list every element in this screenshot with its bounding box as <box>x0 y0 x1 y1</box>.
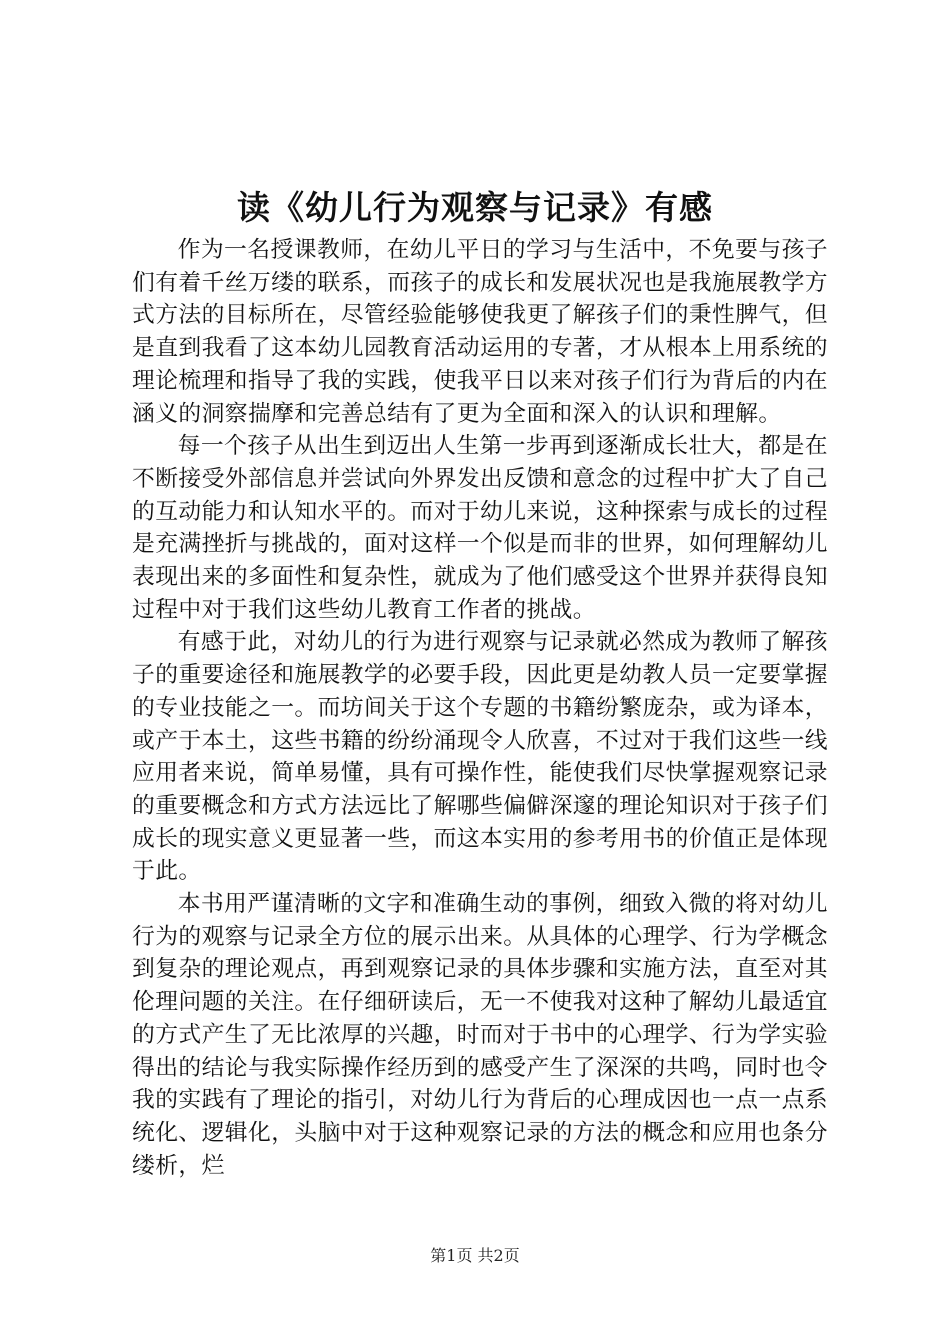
page-number-footer: 第1页 共2页 <box>430 1246 520 1265</box>
paragraph-4: 本书用严谨清晰的文字和准确生动的事例，细致入微的将对幼儿行为的观察与记录全方位的展示出来。从具体的心理学、行为学概念到复杂的理论观点，再到观察记录的具体步骤和实施方法，直至对其伦理问题的关注。在仔细研读后，无一不使我对这种了解幼儿最适宜的方式产生了无比浓厚的兴趣，时而对于书中的心理学、行为学实验得出的结论与我实际操作经历到的感受产生了深深的共鸣，同时也令我的实践有了理论的指引，对幼儿行为背后的心理成因也一点一点系统化、逻辑化，头脑中对于这种观察记录的方法的概念和应用也条分缕析，烂 <box>132 891 828 1179</box>
paragraph-2: 每一个孩子从出生到迈出人生第一步再到逐渐成长壮大，都是在不断接受外部信息并尝试向外界发出反馈和意念的过程中扩大了自己的互动能力和认知水平的。而对于幼儿来说，这种探索与成长的过程是充满挫折与挑战的，面对这样一个似是而非的世界，如何理解幼儿表现出来的多面性和复杂性，就成为了他们感受这个世界并获得良知过程中对于我们这些幼儿教育工作者的挑战。 <box>132 433 828 623</box>
paragraph-1: 作为一名授课教师，在幼儿平日的学习与生活中，不免要与孩子们有着千丝万缕的联系，而孩子的成长和发展状况也是我施展教学方式方法的目标所在，尽管经验能够使我更了解孩子们的秉性脾气，但是直到我看了这本幼儿园教育活动运用的专著，才从根本上用系统的理论梳理和指导了我的实践，使我平日以来对孩子们行为背后的内在涵义的洞察揣摩和完善总结有了更为全面和深入的认识和理解。 <box>132 237 828 427</box>
document-title: 读《幼儿行为观察与记录》有感 <box>237 188 713 227</box>
document-body <box>132 234 828 1182</box>
paragraph-3: 有感于此，对幼儿的行为进行观察与记录就必然成为教师了解孩子的重要途径和施展教学的必要手段，因此更是幼教人员一定要掌握的专业技能之一。而坊间关于这个专题的书籍纷繁庞杂，或为译本，或产于本土，这些书籍的纷纷涌现令人欣喜，不过对于我们这些一线应用者来说，简单易懂，具有可操作性，能使我们尽快掌握观察记录的重要概念和方式方法远比了解哪些偏僻深邃的理论知识对于孩子们成长的现实意义更显著一些，而这本实用的参考用书的价值正是体现于此。 <box>132 629 828 885</box>
